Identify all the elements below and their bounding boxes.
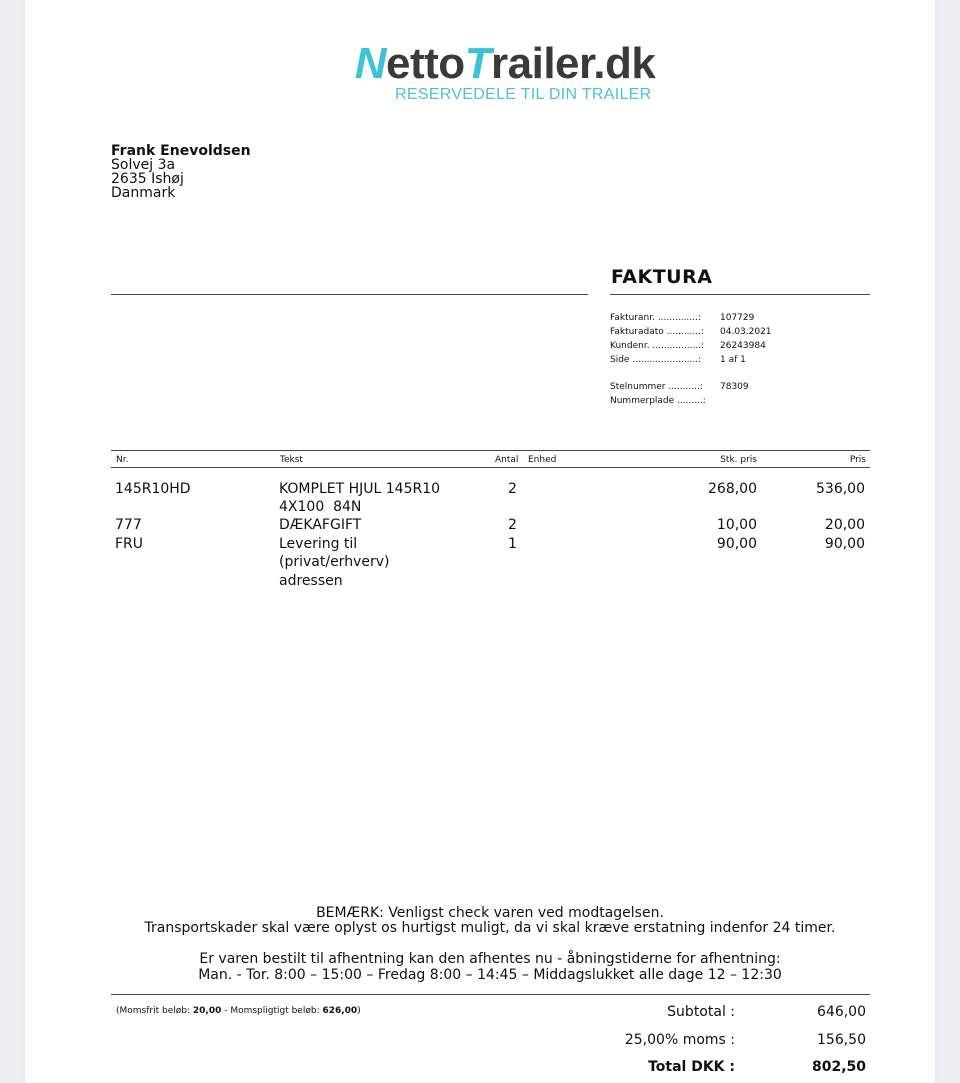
row-nr: 145R10HD	[115, 481, 191, 497]
invoice-meta	[610, 311, 870, 371]
row-text: adressen	[279, 573, 343, 589]
vat-suffix: )	[357, 1006, 361, 1016]
logo-part4: railer.dk	[491, 39, 656, 88]
header-antal: Antal	[495, 455, 519, 465]
table-header-border	[111, 467, 870, 468]
vehicle-meta	[610, 380, 870, 410]
row-text: KOMPLET HJUL 145R10	[279, 481, 441, 497]
meta-value: 1 af 1	[720, 355, 746, 365]
row-pris: 90,00	[824, 536, 865, 552]
total-label: Total DKK :	[648, 1059, 735, 1075]
header-pris: Pris	[849, 455, 866, 465]
row-text: (privat/erhverv)	[279, 554, 390, 570]
meta-label: Fakturanr. ..............:	[610, 313, 701, 323]
customer-country: Danmark	[111, 185, 176, 201]
customer-city: 2635 Ishøj	[111, 171, 184, 187]
side-watermark	[891, 490, 897, 556]
meta-label: Stelnummer ...........:	[610, 382, 703, 392]
logo-tagline: RESERVEDELE TIL DIN TRAILER	[395, 86, 652, 103]
row-pris: 536,00	[816, 481, 865, 497]
row-text: DÆKAFGIFT	[279, 517, 362, 533]
nettotrailer-logo	[325, 40, 685, 104]
meta-label: Kundenr. .................:	[610, 341, 705, 351]
vat-prefix: (Momsfrit beløb:	[116, 1006, 193, 1016]
row-stk-pris: 268,00	[708, 481, 757, 497]
invoice-title: FAKTURA	[611, 266, 713, 288]
customer-address	[111, 144, 251, 200]
address-divider	[111, 294, 588, 295]
row-antal: 1	[508, 536, 517, 552]
header-stk-pris: Stk. pris	[720, 455, 757, 465]
row-antal: 2	[508, 481, 517, 497]
header-tekst: Tekst	[280, 455, 303, 465]
meta-label: Side .......................:	[610, 355, 702, 365]
footer-divider	[111, 994, 870, 995]
logo-part1: N	[354, 39, 386, 88]
subtotal-label: Subtotal :	[667, 1004, 735, 1020]
customer-name: Frank Enevoldsen	[111, 143, 251, 159]
row-pris: 20,00	[824, 517, 865, 533]
meta-value: 78309	[720, 382, 749, 392]
vat-liable-amount: 626,00	[322, 1006, 358, 1016]
table-top-border	[111, 450, 870, 451]
vat-label: 25,00% moms :	[624, 1032, 735, 1048]
customer-street: Solvej 3a	[111, 157, 176, 173]
row-nr: FRU	[115, 536, 144, 552]
vat-mid: - Momspligtigt beløb:	[221, 1006, 323, 1016]
invoice-page	[25, 0, 935, 1083]
row-text: Levering til	[279, 536, 358, 552]
vat-breakdown	[116, 1006, 361, 1016]
note-line-4: Man. - Tor. 8:00 – 15:00 – Fredag 8:00 – 14:45 – Middagslukket alle dage 12 – 12:30	[198, 967, 782, 983]
meta-value: 107729	[720, 313, 755, 323]
meta-value: 04.03.2021	[720, 327, 772, 337]
logo-part3: T	[464, 39, 492, 88]
vat-value: 156,50	[817, 1032, 866, 1048]
vat-free-amount: 20,00	[192, 1006, 222, 1016]
meta-value: 26243984	[720, 341, 766, 351]
row-stk-pris: 90,00	[716, 536, 757, 552]
row-antal: 2	[508, 517, 517, 533]
header-nr: Nr.	[116, 455, 129, 465]
note-line-2: Transportskader skal være oplyst os hurtigst muligt, da vi skal kræve erstatning indenfor 24 timer.	[144, 920, 836, 936]
logo-wordmark	[325, 40, 685, 88]
row-text: 4X100 84N	[279, 499, 362, 515]
meta-label: Nummerplade .........:	[610, 396, 706, 406]
meta-label: Fakturadato ............:	[610, 327, 705, 337]
row-nr: 777	[115, 517, 142, 533]
header-enhed: Enhed	[528, 455, 557, 465]
subtotal-value: 646,00	[817, 1004, 866, 1020]
title-divider	[610, 294, 870, 295]
note-line-1: BEMÆRK: Venligst check varen ved modtagelsen.	[316, 905, 664, 921]
total-value: 802,50	[811, 1059, 866, 1075]
row-stk-pris: 10,00	[716, 517, 757, 533]
logo-part2: etto	[385, 39, 465, 88]
note-line-3: Er varen bestilt til afhentning kan den afhentes nu - åbningstiderne for afhentning:	[199, 951, 781, 967]
